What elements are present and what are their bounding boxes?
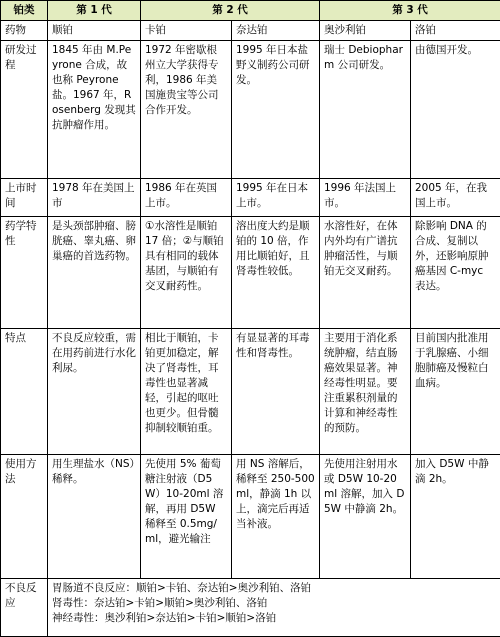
pharma-cisplatin: 是头颈部肿瘤、膀胱癌、睾丸癌、卵巢癌的首选药物。: [48, 217, 141, 329]
launch-lobaplatin: 2005 年，在我国上市。: [411, 179, 500, 217]
features-cisplatin: 不良反应较重，需在用药前进行水化利尿。: [48, 329, 141, 455]
row-label-usage: 使用方法: [1, 455, 48, 579]
row-label-adverse: 不良反应: [1, 579, 48, 637]
adverse-row: [1, 579, 500, 637]
usage-oxaliplatin: 先使用注射用水或 D5W 10-20ml 溶解，加入 D5W 中静滴 2h。: [320, 455, 411, 579]
drug-carboplatin: 卡铂: [141, 21, 232, 41]
gen3-header: 第 3 代: [320, 1, 500, 21]
row-label-features: 特点: [1, 329, 48, 455]
corner-header: 铂类: [1, 1, 48, 21]
drug-oxaliplatin: 奥沙利铂: [320, 21, 411, 41]
usage-row: [1, 455, 500, 579]
usage-nedaplatin: 用 NS 溶解后，稀释至 250-500 ml，静滴 1h 以上，滴完后再适当补液。: [232, 455, 320, 579]
row-label-launch: 上市时间: [1, 179, 48, 217]
launch-cisplatin: 1978 年在美国上市: [48, 179, 141, 217]
launch-oxaliplatin: 1996 年法国上市。: [320, 179, 411, 217]
gen1-header: 第 1 代: [48, 1, 141, 21]
history-cisplatin: 1845 年由 M.Peyrone 合成，故也称 Peyrone 盐。1967 年，Rosenberg 发现其抗肿瘤作用。: [48, 41, 141, 179]
row-label-drug: 药物: [1, 21, 48, 41]
history-carboplatin: 1972 年密歇根州立大学获得专利，1986 年美国施贵宝等公司合作开发。: [141, 41, 232, 179]
adverse-summary: [48, 579, 500, 637]
launch-row: [1, 179, 500, 217]
usage-carboplatin: 先使用 5% 葡萄糖注射液（D5W）10-20ml 溶解，再用 D5W 稀释至 0.5mg/ml，避光输注: [141, 455, 232, 579]
drug-lobaplatin: 洛铂: [411, 21, 500, 41]
launch-carboplatin: 1986 年在英国上市。: [141, 179, 232, 217]
history-oxaliplatin: 瑞士 Debiopharm 公司研发。: [320, 41, 411, 179]
launch-nedaplatin: 1995 年在日本上市。: [232, 179, 320, 217]
features-oxaliplatin: 主要用于消化系统肿瘤，结直肠癌效果显著。神经毒性明显。要注重累积剂量的计算和神经毒性的预防。: [320, 329, 411, 455]
history-nedaplatin: 1995 年日本盐野义制药公司研发。: [232, 41, 320, 179]
history-lobaplatin: 由德国开发。: [411, 41, 500, 179]
generation-header-row: [1, 1, 500, 21]
adverse-renal-line: 肾毒性：奈达铂>卡铂>顺铂>奥沙利铂、洛铂: [52, 597, 268, 609]
pharma-oxaliplatin: 水溶性好，在体内外均有广谱抗肿瘤活性，与顺铂无交叉耐药。: [320, 217, 411, 329]
usage-cisplatin: 用生理盐水（NS）稀释。: [48, 455, 141, 579]
row-label-pharma: 药学特性: [1, 217, 48, 329]
pharma-carboplatin: ①水溶性是顺铂 17 倍；②与顺铂具有相同的载体基团，与顺铂有交叉耐药性。: [141, 217, 232, 329]
features-carboplatin: 相比于顺铂，卡铂更加稳定，解决了肾毒性，耳毒性也显著减轻，引起的呕吐也更少。但骨髓抑制较顺铂重。: [141, 329, 232, 455]
pharma-lobaplatin: 除影响 DNA 的合成、复制以外，还影响原肿癌基因 C-myc 表达。: [411, 217, 500, 329]
gen2-header: 第 2 代: [141, 1, 320, 21]
pharma-nedaplatin: 溶出度大约是顺铂的 10 倍，作用比顺铂好，且肾毒性较低。: [232, 217, 320, 329]
drug-cisplatin: 顺铂: [48, 21, 141, 41]
drug-row: [1, 21, 500, 41]
pharma-row: [1, 217, 500, 329]
features-row: [1, 329, 500, 455]
features-lobaplatin: 目前国内批准用于乳腺癌、小细胞肺癌及慢粒白血病。: [411, 329, 500, 455]
adverse-neuro-line: 神经毒性：奥沙利铂>奈达铂>卡铂>顺铂>洛铂: [52, 612, 277, 624]
usage-lobaplatin: 加入 D5W 中静滴 2h。: [411, 455, 500, 579]
drug-nedaplatin: 奈达铂: [232, 21, 320, 41]
features-nedaplatin: 有显显著的耳毒性和肾毒性。: [232, 329, 320, 455]
adverse-gi-line: 胃肠道不良反应：顺铂>卡铂、奈达铂>奥沙利铂、洛铂: [52, 582, 312, 594]
history-row: [1, 41, 500, 179]
row-label-history: 研发过程: [1, 41, 48, 179]
